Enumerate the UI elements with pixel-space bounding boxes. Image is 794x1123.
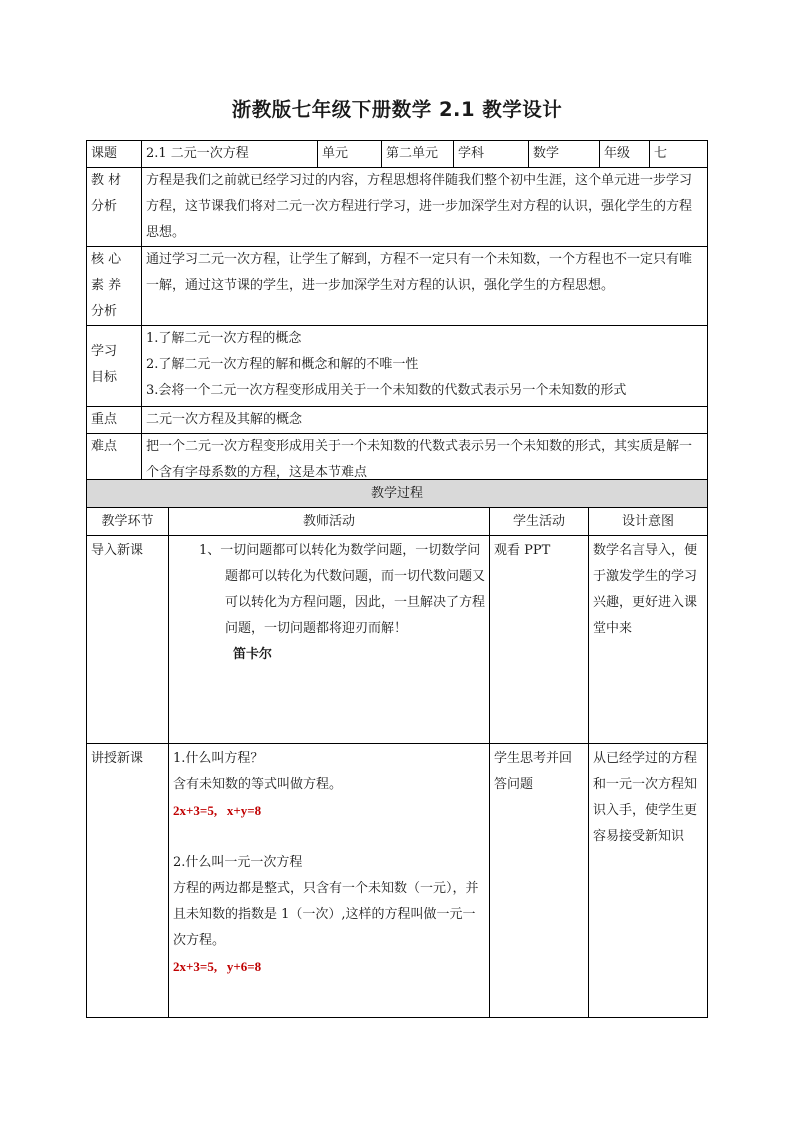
- course-label: 课题: [87, 141, 142, 168]
- design-intent-cell: 数学名言导入，便于激发学生的学习兴趣，更好进入课堂中来: [589, 536, 708, 744]
- teacher-quote: 1、一切问题都可以转化为数学问题，一切数学问题都可以转化为代数问题，而一切代数问题又可以转化为方程问题，因此，一旦解决了方程问题，一切问题都将迎刃而解！: [199, 543, 486, 636]
- material-analysis-text: 方程是我们之前就已经学习过的内容，方程思想将伴随我们整个初中生涯，这个单元进一步学习方程，这节课我们将对二元一次方程进行学习，进一步加深学生对方程的认识，强化学生的方程思想。: [142, 168, 708, 247]
- unit-label: 单元: [318, 141, 382, 168]
- goal-label: [87, 326, 142, 407]
- difficult-text: 把一个二元一次方程变形成用关于一个未知数的代数式表示另一个未知数的形式，其实质是解一个含有字母系数的方程，这是本节难点: [142, 434, 708, 487]
- student-activity-cell: 学生思考并回答问题: [490, 744, 589, 1018]
- goal-item: 2.了解二元一次方程的解和概念和解的不唯一性: [146, 357, 419, 372]
- core-analysis-text: 通过学习二元一次方程，让学生了解到，方程不一定只有一个未知数，一个方程也不一定只有唯一解，通过这节课的学生，进一步加深学生对方程的认识，强化学生的方程思想。: [142, 247, 708, 326]
- design-intent-cell: 从已经学过的方程和一元一次方程知识入手，使学生更容易接受新知识: [589, 744, 708, 1018]
- core-label-line-1: 核 心: [91, 252, 122, 267]
- difficult-label: 难点: [87, 434, 142, 487]
- example-equation: x+y=8: [226, 803, 262, 818]
- question-1: 1.什么叫方程？: [173, 751, 264, 766]
- goal-list: [142, 326, 708, 407]
- material-label: [87, 168, 142, 247]
- goal-label-line-2: 目标: [91, 370, 118, 385]
- quote-author: 笛卡尔: [233, 647, 273, 662]
- key-label: 重点: [87, 407, 142, 434]
- answer-1: 含有未知数的等式叫做方程。: [173, 777, 343, 792]
- page-title: 浙教版七年级下册数学 2.1 教学设计: [231, 98, 563, 121]
- stage-cell: 导入新课: [87, 536, 169, 744]
- teacher-activity-cell: [169, 744, 490, 1018]
- goal-label-line-1: 学习: [91, 344, 118, 359]
- goal-item: 3.会将一个二元一次方程变形成用关于一个未知数的代数式表示另一个未知数的形式: [146, 383, 627, 398]
- info-table: [86, 140, 708, 487]
- material-label-line-1: 教 材: [91, 173, 122, 188]
- subject-value: 数学: [529, 141, 600, 168]
- subject-label: 学科: [454, 141, 529, 168]
- example-equation: 2x+3=5,: [173, 803, 218, 818]
- core-label: [87, 247, 142, 326]
- example-equations-1: [173, 798, 485, 824]
- column-header-stage: 教学环节: [87, 508, 169, 536]
- material-label-line-2: 分析: [91, 199, 118, 214]
- student-activity-cell: 观看 PPT: [490, 536, 589, 744]
- question-2: 2.什么叫一元一次方程: [173, 855, 303, 870]
- core-label-line-2: 素 养: [91, 278, 122, 293]
- process-header: 教学过程: [87, 480, 708, 508]
- example-equations-2: [173, 954, 485, 980]
- example-equation: y+6=8: [226, 959, 262, 974]
- column-header-teacher: 教师活动: [169, 508, 490, 536]
- core-label-line-3: 分析: [91, 304, 118, 319]
- table-row: [87, 536, 708, 744]
- teacher-activity-cell: [169, 536, 490, 744]
- column-header-student: 学生活动: [490, 508, 589, 536]
- table-row: [87, 744, 708, 1018]
- stage-cell: 讲授新课: [87, 744, 169, 1018]
- course-value: 2.1 二元一次方程: [142, 141, 318, 168]
- unit-value: 第二单元: [382, 141, 454, 168]
- grade-value: 七: [650, 141, 708, 168]
- answer-2: 方程的两边都是整式，只含有一个未知数（一元），并且未知数的指数是 1（一次）,这样的方程叫做一元一次方程。: [173, 881, 479, 948]
- goal-item: 1.了解二元一次方程的概念: [146, 331, 302, 346]
- example-equation: 2x+3=5,: [173, 959, 218, 974]
- grade-label: 年级: [600, 141, 650, 168]
- process-table: [86, 479, 708, 1018]
- key-text: 二元一次方程及其解的概念: [142, 407, 708, 434]
- column-header-intent: 设计意图: [589, 508, 708, 536]
